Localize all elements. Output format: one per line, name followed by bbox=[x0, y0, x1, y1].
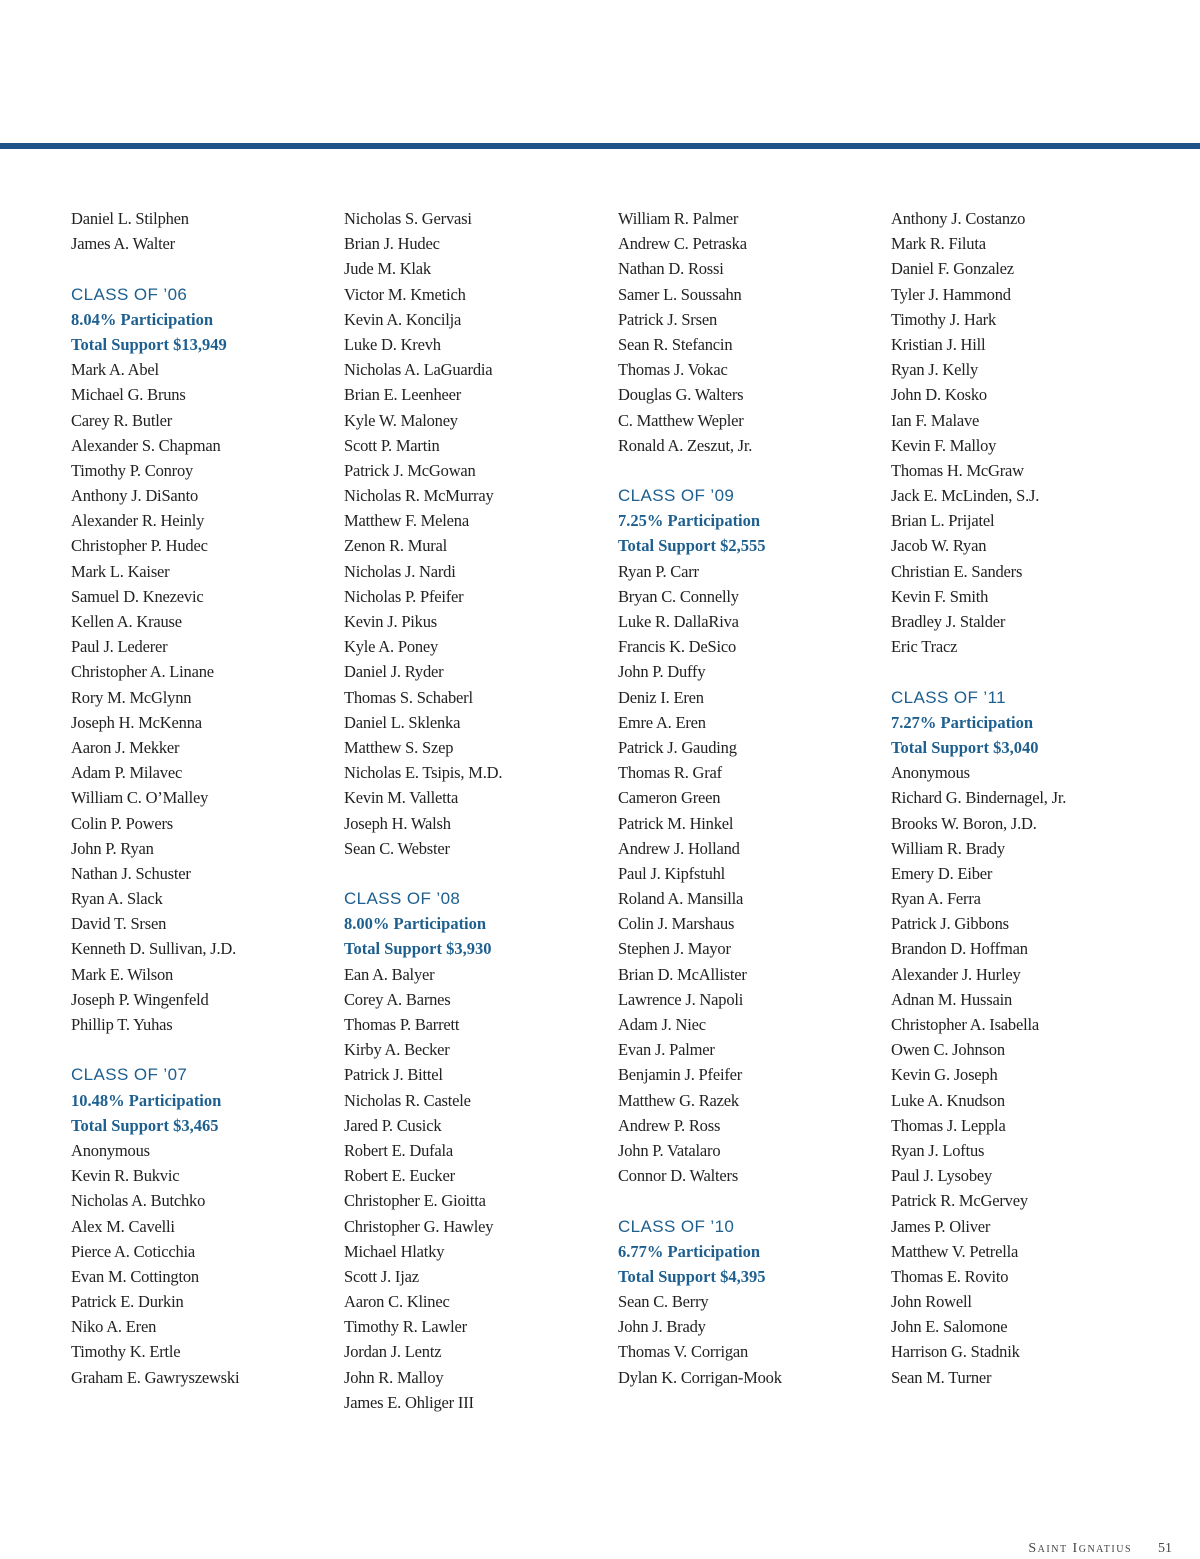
donor-name: John P. Vatalaro bbox=[618, 1140, 721, 1160]
donor-name: Nicholas S. Gervasi bbox=[344, 209, 472, 228]
donor-name: Kevin J. Pikus bbox=[344, 612, 438, 631]
donor-name: Sean R. Stefancin bbox=[618, 334, 733, 354]
donor-name: Brian D. McAllister bbox=[618, 964, 747, 984]
total-support: Total Support $3,465 bbox=[71, 1115, 219, 1135]
donor-name: Timothy R. Lawler bbox=[344, 1317, 467, 1337]
donor-name: Daniel J. Ryder bbox=[344, 662, 444, 682]
donor-name: James A. Walter bbox=[71, 234, 175, 254]
donor-name: Aaron J. Mekker bbox=[71, 737, 180, 757]
column-4 bbox=[891, 206, 1151, 1390]
donor-name: Carey R. Butler bbox=[71, 410, 173, 430]
donor-name: Christian E. Sanders bbox=[891, 561, 1023, 581]
donor-name: Connor D. Walters bbox=[618, 1166, 739, 1186]
donor-name: Christopher A. Isabella bbox=[891, 1015, 1039, 1034]
participation-rate: 7.25% Participation bbox=[618, 511, 761, 531]
donor-name: Richard G. Bindernagel, Jr. bbox=[891, 788, 1067, 808]
donor-name: Jared P. Cusick bbox=[344, 1115, 442, 1135]
donor-name: Stephen J. Mayor bbox=[618, 939, 731, 959]
donor-name: Eric Tracz bbox=[891, 637, 958, 657]
donor-name: Alex M. Cavelli bbox=[71, 1216, 175, 1236]
donor-name: Brandon D. Hoffman bbox=[891, 939, 1028, 959]
donor-name: Timothy P. Conroy bbox=[71, 460, 194, 480]
donor-name: Patrick M. Hinkel bbox=[618, 813, 734, 833]
donor-name: Colin P. Powers bbox=[71, 813, 173, 833]
donor-name: Joseph H. Walsh bbox=[344, 813, 451, 833]
donor-name: Paul J. Lederer bbox=[71, 637, 168, 657]
donor-name: Thomas E. Rovito bbox=[891, 1266, 1009, 1286]
donor-name: Patrick J. Bittel bbox=[344, 1065, 443, 1085]
donor-name: John E. Salomone bbox=[891, 1317, 1008, 1337]
donor-name: Kevin F. Smith bbox=[891, 586, 989, 606]
donor-name: Nicholas A. LaGuardia bbox=[344, 360, 493, 380]
class-heading: CLASS OF ’07 bbox=[71, 1065, 188, 1085]
donor-name: Zenon R. Mural bbox=[344, 536, 448, 556]
donor-name: Kevin A. Koncilja bbox=[344, 309, 462, 329]
class-heading: CLASS OF ’06 bbox=[71, 284, 188, 304]
donor-name: William R. Brady bbox=[891, 838, 1005, 858]
total-support: Total Support $3,930 bbox=[344, 939, 492, 959]
donor-name: Paul J. Kipfstuhl bbox=[618, 863, 726, 883]
donor-name: Michael Hlatky bbox=[344, 1241, 445, 1261]
donor-name: Nicholas A. Butchko bbox=[71, 1191, 206, 1211]
donor-name: Benjamin J. Pfeifer bbox=[618, 1065, 743, 1085]
donor-name: Kyle A. Poney bbox=[344, 637, 439, 657]
donor-name: Ian F. Malave bbox=[891, 410, 980, 430]
donor-name: Nicholas P. Pfeifer bbox=[344, 586, 464, 606]
donor-name: Kevin M. Valletta bbox=[344, 788, 459, 808]
donor-name: Thomas P. Barrett bbox=[344, 1015, 460, 1034]
donor-name: Alexander R. Heinly bbox=[71, 511, 205, 531]
donor-name: Samer L. Soussahn bbox=[618, 284, 742, 304]
donor-name: Evan M. Cottington bbox=[71, 1266, 199, 1286]
donor-name: Robert E. Eucker bbox=[344, 1166, 455, 1186]
donor-name: Kristian J. Hill bbox=[891, 334, 986, 354]
donor-name: Dylan K. Corrigan-Mook bbox=[618, 1367, 782, 1387]
donor-name: Daniel F. Gonzalez bbox=[891, 259, 1014, 279]
donor-name: Kevin F. Malloy bbox=[891, 435, 997, 455]
donor-name: Evan J. Palmer bbox=[618, 1040, 715, 1060]
donor-name: John D. Kosko bbox=[891, 385, 987, 405]
donor-name: Andrew P. Ross bbox=[618, 1115, 721, 1135]
section-spacer bbox=[344, 861, 604, 886]
donor-name: Kevin R. Bukvic bbox=[71, 1166, 180, 1186]
donor-name: Patrick J. Srsen bbox=[618, 309, 717, 329]
donor-name: James E. Ohliger III bbox=[344, 1392, 474, 1412]
donor-name: Andrew J. Holland bbox=[618, 838, 740, 858]
class-section bbox=[618, 483, 878, 1188]
donor-name: Mark L. Kaiser bbox=[71, 561, 170, 581]
donor-name: Joseph H. McKenna bbox=[71, 712, 202, 732]
class-section bbox=[71, 282, 331, 1038]
class-section bbox=[618, 1214, 878, 1390]
donor-name: Timothy J. Hark bbox=[891, 309, 997, 329]
participation-rate: 10.48% Participation bbox=[71, 1090, 222, 1110]
donor-name: Christopher E. Gioitta bbox=[344, 1191, 486, 1211]
donor-name: Sean M. Turner bbox=[891, 1367, 992, 1387]
donor-name: Kenneth D. Sullivan, J.D. bbox=[71, 939, 237, 959]
donor-name: Ean A. Balyer bbox=[344, 964, 435, 984]
donor-name: Mark A. Abel bbox=[71, 360, 159, 380]
donor-name: Matthew F. Melena bbox=[344, 511, 469, 531]
donor-name: Thomas H. McGraw bbox=[891, 460, 1024, 480]
donor-name: Luke R. DallaRiva bbox=[618, 612, 739, 631]
donor-name: William R. Palmer bbox=[618, 209, 739, 228]
donor-name: Christopher G. Hawley bbox=[344, 1216, 494, 1236]
participation-rate: 6.77% Participation bbox=[618, 1241, 761, 1261]
donor-name: Anonymous bbox=[71, 1140, 150, 1160]
donor-name: Bryan C. Connelly bbox=[618, 586, 739, 606]
donor-name: John R. Malloy bbox=[344, 1367, 444, 1387]
donor-name: Harrison G. Stadnik bbox=[891, 1342, 1020, 1362]
donor-name: Adam P. Milavec bbox=[71, 763, 183, 783]
class-heading: CLASS OF ’10 bbox=[618, 1216, 735, 1236]
donor-name: Kevin G. Joseph bbox=[891, 1065, 998, 1085]
donor-name: Alexander J. Hurley bbox=[891, 964, 1021, 984]
donor-name: Nicholas J. Nardi bbox=[344, 561, 456, 581]
donor-name: Douglas G. Walters bbox=[618, 385, 744, 405]
donor-name: Luke D. Krevh bbox=[344, 334, 441, 354]
donor-name: Brian J. Hudec bbox=[344, 234, 440, 254]
section-spacer bbox=[71, 256, 331, 281]
donor-name: Ronald A. Zeszut, Jr. bbox=[618, 435, 753, 455]
donor-name: Jack E. McLinden, S.J. bbox=[891, 486, 1040, 506]
donor-name: Anonymous bbox=[891, 763, 970, 783]
donor-name: Nicholas R. Castele bbox=[344, 1090, 471, 1110]
donor-name: Victor M. Kmetich bbox=[344, 284, 466, 304]
header-rule bbox=[0, 143, 1200, 149]
donor-name: Brian E. Leenheer bbox=[344, 385, 462, 405]
participation-rate: 7.27% Participation bbox=[891, 712, 1034, 732]
donor-name: Paul J. Lysobey bbox=[891, 1166, 993, 1186]
donor-name: Scott J. Ijaz bbox=[344, 1266, 419, 1286]
total-support: Total Support $13,949 bbox=[71, 334, 227, 354]
donor-name: Nicholas E. Tsipis, M.D. bbox=[344, 763, 503, 783]
donor-name: Kellen A. Krause bbox=[71, 612, 182, 631]
page-footer bbox=[1028, 1541, 1172, 1559]
donor-name: Ryan A. Slack bbox=[71, 889, 163, 909]
donor-name: Ryan J. Loftus bbox=[891, 1140, 985, 1160]
donor-name: Thomas R. Graf bbox=[618, 763, 722, 783]
donor-name: Niko A. Eren bbox=[71, 1317, 157, 1337]
donor-name: Anthony J. DiSanto bbox=[71, 486, 199, 506]
donor-name: Deniz I. Eren bbox=[618, 687, 704, 707]
donor-name: Ryan P. Carr bbox=[618, 561, 699, 581]
class-heading: CLASS OF ’11 bbox=[891, 687, 1007, 707]
donor-name: Patrick J. Gibbons bbox=[891, 914, 1009, 934]
donor-name: Samuel D. Knezevic bbox=[71, 586, 204, 606]
donor-name: Kirby A. Becker bbox=[344, 1040, 450, 1060]
donor-name: Christopher A. Linane bbox=[71, 662, 214, 682]
participation-rate: 8.00% Participation bbox=[344, 914, 487, 934]
donor-name: Mark E. Wilson bbox=[71, 964, 174, 984]
donor-name: Matthew G. Razek bbox=[618, 1090, 739, 1110]
donor-name: Luke A. Knudson bbox=[891, 1090, 1005, 1110]
class-heading: CLASS OF ’09 bbox=[618, 486, 735, 506]
section-spacer bbox=[71, 1037, 331, 1062]
donor-name: Nathan J. Schuster bbox=[71, 863, 191, 883]
donor-name: Sean C. Webster bbox=[344, 838, 450, 858]
donor-name: Daniel L. Stilphen bbox=[71, 209, 189, 228]
total-support: Total Support $3,040 bbox=[891, 737, 1039, 757]
donor-name: Christopher P. Hudec bbox=[71, 536, 208, 556]
donor-name: Sean C. Berry bbox=[618, 1292, 709, 1312]
donor-name: Roland A. Mansilla bbox=[618, 889, 744, 909]
donor-name: Corey A. Barnes bbox=[344, 989, 451, 1009]
donor-name: Adam J. Niec bbox=[618, 1015, 706, 1034]
donor-name: Brian L. Prijatel bbox=[891, 511, 995, 531]
donor-name: Alexander S. Chapman bbox=[71, 435, 221, 455]
donor-name: Phillip T. Yuhas bbox=[71, 1015, 173, 1034]
donor-name: Rory M. McGlynn bbox=[71, 687, 192, 707]
column-2 bbox=[344, 206, 604, 1415]
donor-name: Aaron C. Klinec bbox=[344, 1292, 450, 1312]
class-heading: CLASS OF ’08 bbox=[344, 889, 461, 909]
donor-name: John J. Brady bbox=[618, 1317, 706, 1337]
donor-name: Thomas J. Leppla bbox=[891, 1115, 1006, 1135]
section-spacer bbox=[891, 659, 1151, 684]
donor-name: Nicholas R. McMurray bbox=[344, 486, 494, 506]
donor-name: Graham E. Gawryszewski bbox=[71, 1367, 240, 1387]
donor-name: Nathan D. Rossi bbox=[618, 259, 724, 279]
donor-name: Joseph P. Wingenfeld bbox=[71, 989, 209, 1009]
donor-name: Colin J. Marshaus bbox=[618, 914, 735, 934]
donor-name: Robert E. Dufala bbox=[344, 1140, 454, 1160]
donor-name: Bradley J. Stalder bbox=[891, 612, 1006, 631]
section-spacer bbox=[618, 458, 878, 483]
donor-name: Jordan J. Lentz bbox=[344, 1342, 442, 1362]
donor-name: Jacob W. Ryan bbox=[891, 536, 987, 556]
donor-name: Matthew V. Petrella bbox=[891, 1241, 1019, 1261]
donor-name: Cameron Green bbox=[618, 788, 721, 808]
class-section bbox=[71, 1062, 331, 1389]
total-support: Total Support $4,395 bbox=[618, 1266, 766, 1286]
donor-name: Emre A. Eren bbox=[618, 712, 706, 732]
class-section bbox=[891, 685, 1151, 1390]
donor-name: Thomas S. Schaberl bbox=[344, 687, 473, 707]
donor-name: Ryan J. Kelly bbox=[891, 360, 979, 380]
class-section bbox=[344, 886, 604, 1415]
donor-name: Tyler J. Hammond bbox=[891, 284, 1011, 304]
donor-name: Thomas J. Vokac bbox=[618, 360, 728, 380]
donor-name: William C. O’Malley bbox=[71, 788, 209, 808]
donor-name: Lawrence J. Napoli bbox=[618, 989, 744, 1009]
donor-name: Patrick R. McGervey bbox=[891, 1191, 1028, 1211]
donor-name: Matthew S. Szep bbox=[344, 737, 454, 757]
donor-name: Emery D. Eiber bbox=[891, 863, 993, 883]
donor-name: Pierce A. Coticchia bbox=[71, 1241, 196, 1261]
donor-name: Anthony J. Costanzo bbox=[891, 209, 1026, 228]
donor-name: John P. Ryan bbox=[71, 838, 154, 858]
donor-name: Mark R. Filuta bbox=[891, 234, 986, 254]
donor-name: Michael G. Bruns bbox=[71, 385, 186, 405]
donor-name: C. Matthew Wepler bbox=[618, 410, 744, 430]
donor-name: John Rowell bbox=[891, 1292, 972, 1312]
donor-name: Adnan M. Hussain bbox=[891, 989, 1013, 1009]
donor-name: James P. Oliver bbox=[891, 1216, 991, 1236]
donor-name: Patrick E. Durkin bbox=[71, 1292, 184, 1312]
publication-name: Saint Ignatius bbox=[1028, 1541, 1132, 1556]
donor-name: Jude M. Klak bbox=[344, 259, 431, 279]
donor-name: Patrick J. Gauding bbox=[618, 737, 737, 757]
column-3 bbox=[618, 206, 878, 1390]
donor-name: Timothy K. Ertle bbox=[71, 1342, 181, 1362]
page-number: 51 bbox=[1158, 1541, 1172, 1556]
donor-name: Thomas V. Corrigan bbox=[618, 1342, 749, 1362]
donor-name: Owen C. Johnson bbox=[891, 1040, 1005, 1060]
donor-name: David T. Srsen bbox=[71, 914, 167, 934]
donor-name: Ryan A. Ferra bbox=[891, 889, 981, 909]
donor-name: Andrew C. Petraska bbox=[618, 234, 747, 254]
donor-name: Daniel L. Sklenka bbox=[344, 712, 461, 732]
participation-rate: 8.04% Participation bbox=[71, 309, 214, 329]
donor-name: Brooks W. Boron, J.D. bbox=[891, 813, 1037, 833]
donor-name: Francis K. DeSico bbox=[618, 637, 737, 657]
section-spacer bbox=[618, 1188, 878, 1213]
donor-name: Kyle W. Maloney bbox=[344, 410, 458, 430]
donor-name: Patrick J. McGowan bbox=[344, 460, 476, 480]
total-support: Total Support $2,555 bbox=[618, 536, 766, 556]
donor-name: Scott P. Martin bbox=[344, 435, 440, 455]
column-1 bbox=[71, 206, 331, 1390]
donor-name: John P. Duffy bbox=[618, 662, 706, 682]
